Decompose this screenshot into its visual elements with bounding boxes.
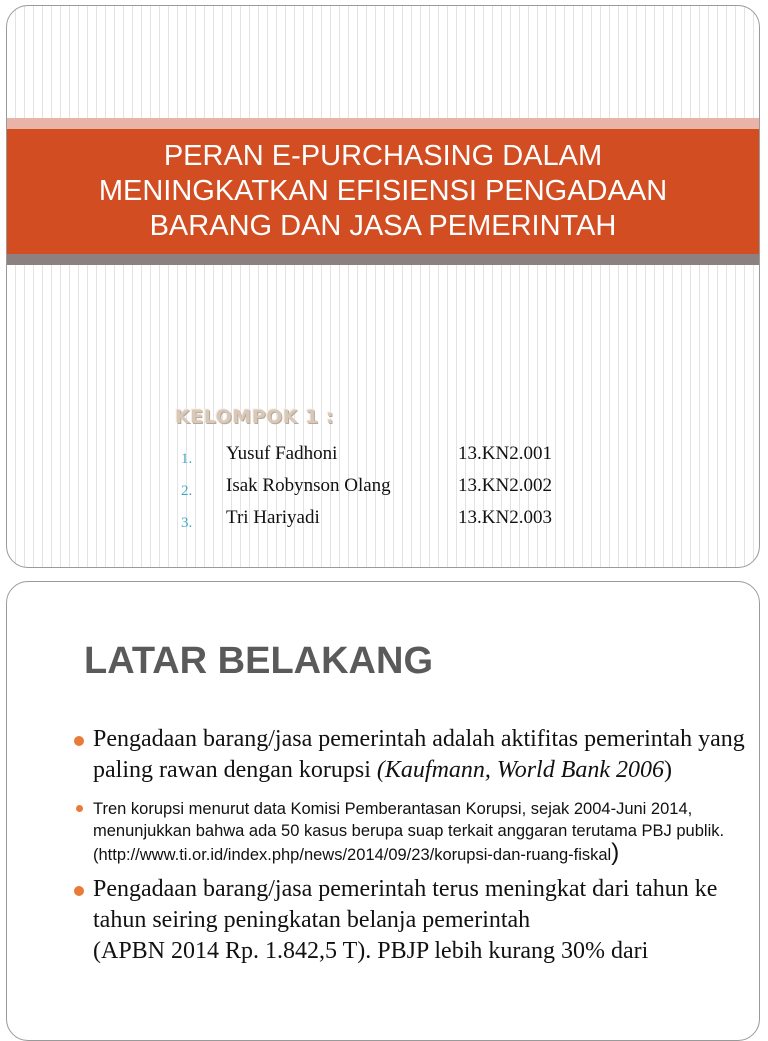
title-band-top-stripe <box>7 118 759 129</box>
title-band <box>7 129 759 254</box>
bullet-item <box>62 724 752 786</box>
bullet-item <box>62 798 752 866</box>
bullet-dot-icon <box>76 805 83 812</box>
bullet-tail: ) <box>664 757 673 783</box>
member-number: 1. <box>181 451 193 467</box>
member-name: Isak Robynson Olang <box>226 475 391 496</box>
member-number: 2. <box>181 483 193 499</box>
bullet-item <box>62 874 752 967</box>
content-slide <box>6 581 760 1041</box>
member-name: Yusuf Fadhoni <box>226 443 338 464</box>
bullet-text: Pengadaan barang/jasa pemerintah terus meningkat dari tahun ke tahun seiring peningkatan belanja pemerintah <box>93 876 718 933</box>
member-number: 3. <box>181 515 193 531</box>
bullet-tail: ) <box>611 839 620 866</box>
title-band-bottom-stripe <box>7 254 759 265</box>
member-nim: 13.KN2.003 <box>458 507 552 528</box>
bullet-list <box>62 724 752 967</box>
member-name: Tri Hariyadi <box>226 507 320 528</box>
bullet-dot-icon <box>74 886 84 896</box>
bullet-text-line2: (APBN 2014 Rp. 1.842,5 T). PBJP lebih kurang 30% dari <box>93 938 649 964</box>
section-heading: LATAR BELAKANG <box>84 640 433 682</box>
member-nim: 13.KN2.002 <box>458 475 552 496</box>
bullet-citation: (Kaufmann, World Bank 2006 <box>376 757 665 783</box>
member-nim: 13.KN2.001 <box>458 443 552 464</box>
title-slide <box>6 5 760 568</box>
bullet-dot-icon <box>74 736 84 746</box>
slide-title: PERAN E-PURCHASING DALAM MENINGKATKAN EFISIENSI PENGADAAN BARANG DAN JASA PEMERINTAH <box>98 140 668 242</box>
bullet-text: Tren korupsi menurut data Komisi Pemberantasan Korupsi, sejak 2004-Juni 2014, menunjukkan bahwa ada 50 kasus berupa suap terkait anggaran terutama PBJ publik. (http://www.ti.or.id/index.php/news/2014/09/23/korupsi-dan-ruang-fiskal <box>93 800 725 864</box>
group-label: KELOMPOK 1 : <box>175 406 335 428</box>
bullet-text: Pengadaan barang/jasa pemerintah adalah aktifitas pemerintah yang paling rawan dengan korupsi <box>93 726 745 783</box>
